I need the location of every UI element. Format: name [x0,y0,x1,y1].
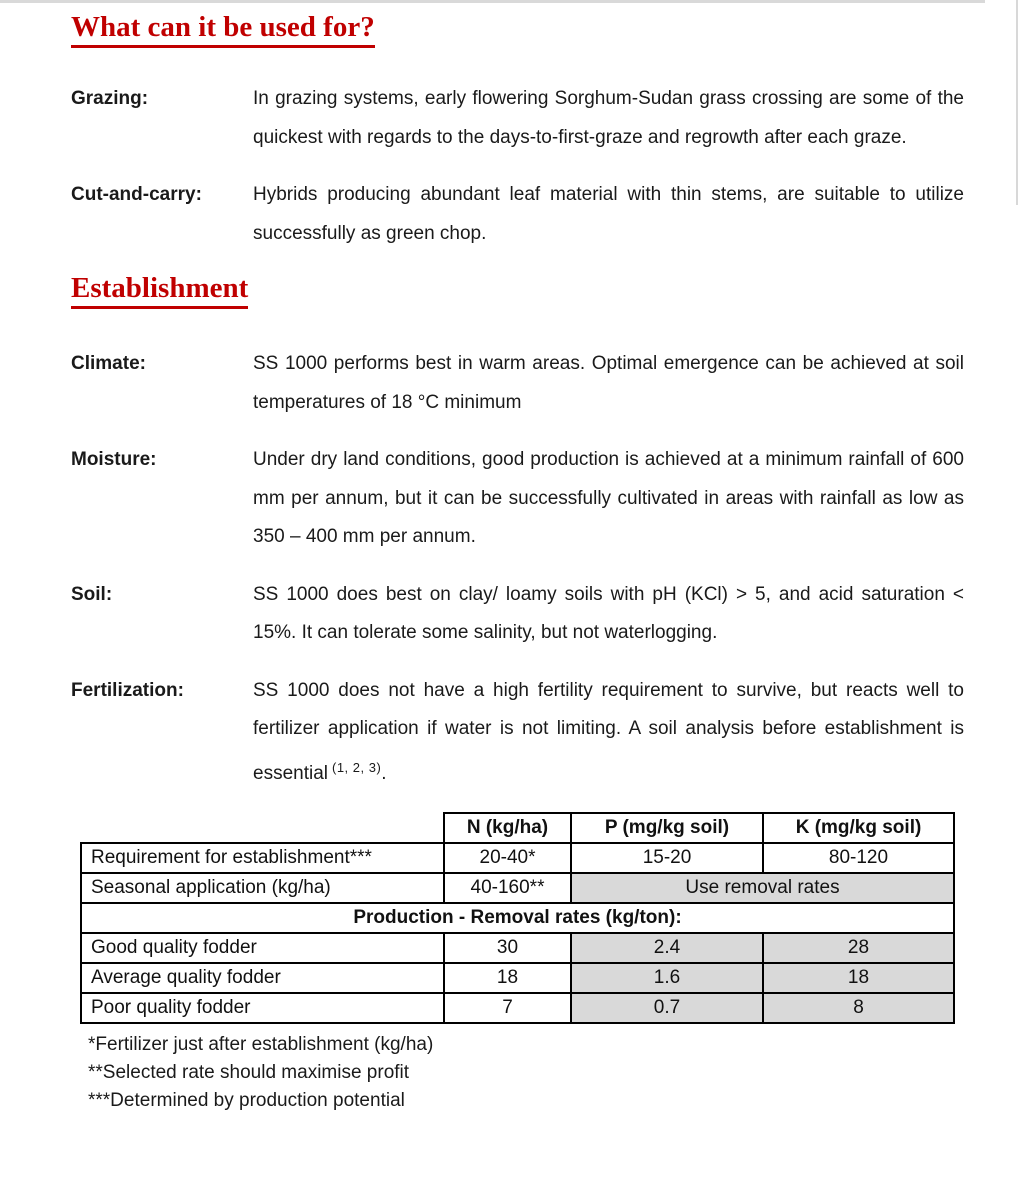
poor-fodder-label: Poor quality fodder [81,993,444,1023]
section-climate-label: Climate: [71,353,146,374]
section-cut-and-carry-text: Hybrids producing abundant leaf material with thin stems, are suitable to utilize successfully as green chop. [253,184,964,244]
section-fertilization [71,672,964,794]
requirement-p: 15-20 [571,843,763,873]
fertilization-text-main: SS 1000 does not have a high fertility requirement to survive, but reacts well to fertilizer application if water is not limiting. A soil analysis before establishment is essential [253,679,964,784]
poor-fodder-p: 0.7 [571,993,763,1023]
requirement-label: Requirement for establishment*** [81,843,444,873]
section-grazing-text: In grazing systems, early flowering Sorghum-Sudan grass crossing are some of the quickest with regards to the days-to-first-graze and regrowth after each graze. [253,88,964,148]
section-fertilization-label: Fertilization: [71,679,184,701]
table-header-row [81,813,954,843]
good-fodder-k: 28 [763,933,954,963]
footnotes [88,1031,964,1115]
section-soil [71,576,964,653]
section-soil-text: SS 1000 does best on clay/ loamy soils with pH (KCl) > 5, and acid saturation < 15%. It can tolerate some salinity, but not waterlogging. [253,583,964,643]
average-fodder-k: 18 [763,963,954,993]
average-fodder-n: 18 [444,963,571,993]
seasonal-label: Seasonal application (kg/ha) [81,873,444,903]
average-fodder-label: Average quality fodder [81,963,444,993]
seasonal-n: 40-160** [444,873,571,903]
table-row-seasonal [81,873,954,903]
footnote-fertilizer: *Fertilizer just after establishment (kg/ha) [88,1034,434,1055]
table-row-good-fodder [81,933,954,963]
table-corner-cell [81,813,444,843]
section-cut-and-carry [71,176,964,253]
citation-suffix: . [381,762,387,784]
section-soil-label: Soil: [71,583,113,605]
page-top-edge [0,0,985,3]
fertilization-table [80,812,955,1024]
page-right-edge [1016,0,1018,205]
section-moisture-text: Under dry land conditions, good production is achieved at a minimum rainfall of 600 mm per annum, but it can be successfully cultivated in areas with rainfall as low as 350 – 400 mm per annum. [253,449,964,547]
citation-superscript: (1, 2, 3) [332,759,382,775]
requirement-n: 20-40* [444,843,571,873]
section-climate-text: SS 1000 performs best in warm areas. Optimal emergence can be achieved at soil temperatures of 18 °C minimum [253,353,964,413]
table-header-k: K (mg/kg soil) [763,813,954,843]
section-moisture-label: Moisture: [71,449,157,470]
table-row-poor-fodder [81,993,954,1023]
section-grazing-label: Grazing: [71,88,149,109]
requirement-k: 80-120 [763,843,954,873]
footnote-determined: ***Determined by production potential [88,1090,405,1111]
section-moisture [71,441,964,557]
heading-usage-text: What can it be used for? [71,11,375,48]
poor-fodder-n: 7 [444,993,571,1023]
heading-establishment-text: Establishment [71,272,248,309]
good-fodder-label: Good quality fodder [81,933,444,963]
seasonal-pk-merged: Use removal rates [571,873,954,903]
section-grazing [71,80,964,157]
table-header-p: P (mg/kg soil) [571,813,763,843]
heading-establishment [71,272,964,304]
poor-fodder-k: 8 [763,993,954,1023]
footnote-selected-rate: **Selected rate should maximise profit [88,1062,410,1083]
section-cut-and-carry-label: Cut-and-carry: [71,184,202,205]
section-climate [71,345,964,422]
production-header-cell: Production - Removal rates (kg/ton): [81,903,954,933]
table-header-n: N (kg/ha) [444,813,571,843]
heading-what-can-it-be-used-for [71,11,964,43]
table-row-requirement [81,843,954,873]
average-fodder-p: 1.6 [571,963,763,993]
good-fodder-n: 30 [444,933,571,963]
good-fodder-p: 2.4 [571,933,763,963]
table-row-production-header [81,903,954,933]
table-row-average-fodder [81,963,954,993]
section-fertilization-text [253,672,964,794]
